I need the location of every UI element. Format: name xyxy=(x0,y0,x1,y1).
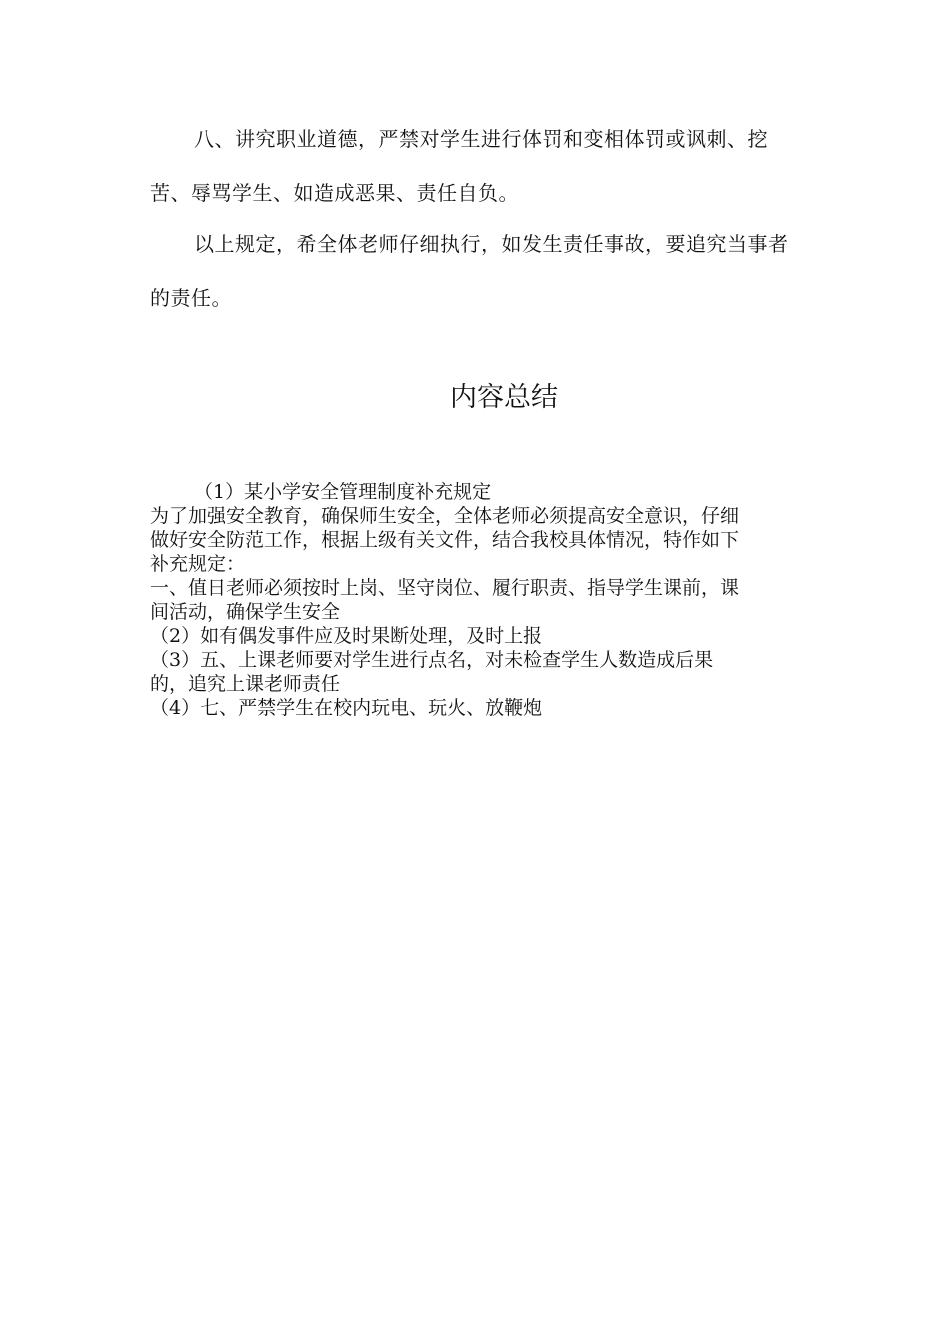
summary-line: 一、值日老师必须按时上岗、坚守岗位、履行职责、指导学生课前，课 xyxy=(150,577,740,599)
summary-line: （2）如有偶发事件应及时果断处理，及时上报 xyxy=(150,625,543,647)
summary-line: （3）五、上课老师要对学生进行点名，对未检查学生人数造成后果 xyxy=(150,649,714,671)
summary-line: 补充规定： xyxy=(150,553,246,575)
summary-line: 做好安全防范工作，根据上级有关文件，结合我校具体情况，特作如下 xyxy=(150,529,740,551)
summary-line: 间活动，确保学生安全 xyxy=(150,601,341,623)
summary-line: （1）某小学安全管理制度补充规定 xyxy=(194,481,492,503)
summary-block xyxy=(150,480,800,720)
summary-line: （4）七、严禁学生在校内玩电、玩火、放鞭炮 xyxy=(150,697,543,719)
summary-line: 的，追究上课老师责任 xyxy=(150,673,341,695)
summary-line: 为了加强安全教育，确保师生安全，全体老师必须提高安全意识，仔细 xyxy=(150,505,740,527)
summary-title: 内容总结 xyxy=(450,382,558,413)
paragraph-rule-eight: 八、讲究职业道德，严禁对学生进行体罚和变相体罚或讽刺、挖苦、辱骂学生、如造成恶果、责任自负。 xyxy=(150,127,768,205)
paragraph-closing-note: 以上规定，希全体老师仔细执行，如发生责任事故，要追究当事者的责任。 xyxy=(150,232,789,310)
